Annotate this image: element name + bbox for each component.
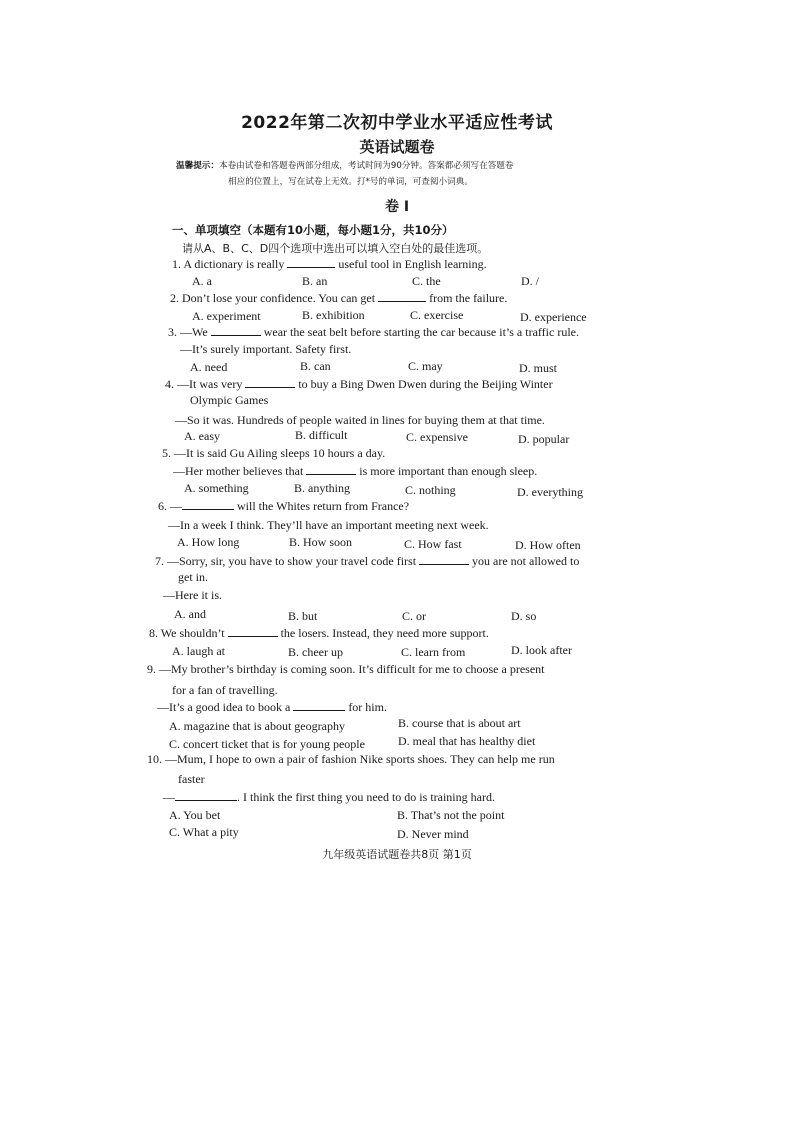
answer-blank bbox=[306, 464, 356, 475]
question-10-stem: 10. —Mum, I hope to own a pair of fashion Nike sports shoes. They can help me run bbox=[147, 752, 555, 766]
question-text: will the Whites return from France? bbox=[237, 499, 410, 513]
question-text: 4. —It was very bbox=[165, 377, 243, 391]
question-3-reply: —It’s surely important. Safety first. bbox=[180, 342, 352, 356]
question-7-stem-cont: get in. bbox=[178, 570, 208, 584]
question-text: 7. —Sorry, sir, you have to show your travel code first bbox=[155, 554, 417, 568]
page-footer: 九年级英语试题卷共8页 第1页 bbox=[322, 848, 472, 861]
question-text: you are not allowed to bbox=[472, 554, 580, 568]
option-c: C. expensive bbox=[406, 430, 468, 444]
option-b: B. an bbox=[302, 274, 328, 288]
option-d: D. everything bbox=[517, 485, 583, 499]
question-9-stem-cont: for a fan of travelling. bbox=[172, 683, 278, 697]
question-text: 3. —We bbox=[168, 325, 208, 339]
question-4-reply: —So it was. Hundreds of people waited in lines for buying them at that time. bbox=[175, 413, 545, 427]
question-1-stem bbox=[172, 257, 487, 272]
option-c: C. the bbox=[412, 274, 441, 288]
section-title: 一、单项填空（本题有10小题，每小题1分，共10分） bbox=[172, 223, 454, 237]
question-5-reply bbox=[173, 464, 537, 479]
option-a: A. How long bbox=[177, 535, 240, 549]
answer-blank bbox=[211, 325, 261, 336]
option-a: A. laugh at bbox=[172, 644, 225, 658]
option-b: B. How soon bbox=[289, 535, 353, 549]
question-9-reply bbox=[157, 700, 387, 715]
option-c: C. exercise bbox=[410, 308, 464, 322]
option-a: A. and bbox=[174, 607, 206, 621]
option-a: A. a bbox=[192, 274, 212, 288]
option-b: B. can bbox=[300, 359, 331, 373]
answer-blank bbox=[287, 257, 335, 268]
notice-label: 温馨提示： bbox=[176, 161, 219, 171]
option-d: D. popular bbox=[518, 432, 570, 446]
question-text: to buy a Bing Dwen Dwen during the Beijing Winter bbox=[298, 377, 553, 391]
answer-blank bbox=[245, 377, 295, 388]
notice bbox=[176, 158, 596, 190]
question-text: 2. Don’t lose your confidence. You can get bbox=[170, 291, 376, 305]
option-b: B. anything bbox=[294, 481, 350, 495]
question-text: —Her mother believes that bbox=[173, 464, 304, 478]
option-a: A. something bbox=[184, 481, 249, 495]
question-text: the losers. Instead, they need more support. bbox=[280, 626, 489, 640]
question-text: . I think the first thing you need to do is training hard. bbox=[237, 790, 495, 804]
question-5-stem: 5. —It is said Gu Ailing sleeps 10 hours a day. bbox=[162, 446, 386, 460]
option-d: D. look after bbox=[511, 643, 572, 657]
option-d: D. must bbox=[519, 361, 558, 375]
exam-title: 2022年第二次初中学业水平适应性考试 bbox=[241, 113, 553, 133]
question-7-stem bbox=[155, 554, 579, 569]
question-text: useful tool in English learning. bbox=[338, 257, 487, 271]
option-c: C. concert ticket that is for young people bbox=[169, 737, 365, 751]
question-text: 1. A dictionary is really bbox=[172, 257, 285, 271]
option-b: B. difficult bbox=[295, 428, 348, 442]
question-6-reply: —In a week I think. They’ll have an important meeting next week. bbox=[168, 518, 489, 532]
notice-line2: 相应的位置上，写在试卷上无效。打*号的单词，可查阅小词典。 bbox=[228, 177, 473, 187]
option-d: D. meal that has healthy diet bbox=[398, 734, 536, 748]
answer-blank bbox=[419, 554, 469, 565]
answer-blank bbox=[293, 700, 345, 711]
option-b: B. That’s not the point bbox=[397, 808, 505, 822]
answer-blank bbox=[182, 499, 234, 510]
option-d: D. How often bbox=[515, 538, 581, 552]
question-text: — bbox=[163, 790, 175, 804]
section-instruction: 请从A、B、C、D四个选项中选出可以填入空白处的最佳选项。 bbox=[182, 242, 489, 255]
exam-subtitle: 英语试题卷 bbox=[359, 138, 435, 156]
option-d: D. so bbox=[511, 609, 537, 623]
question-text: from the failure. bbox=[429, 291, 508, 305]
answer-blank bbox=[378, 291, 426, 302]
option-c: C. How fast bbox=[404, 537, 462, 551]
volume-heading: 卷 Ⅰ bbox=[384, 199, 410, 215]
answer-blank bbox=[175, 790, 237, 801]
question-8-stem bbox=[149, 626, 489, 641]
question-9-stem: 9. —My brother’s birthday is coming soon. It’s difficult for me to choose a present bbox=[147, 662, 545, 676]
option-c: C. may bbox=[408, 359, 443, 373]
question-text: 6. — bbox=[158, 499, 182, 513]
option-a: A. need bbox=[190, 360, 228, 374]
answer-blank bbox=[228, 626, 278, 637]
option-a: A. You bet bbox=[169, 808, 221, 822]
question-2-stem bbox=[170, 291, 507, 306]
option-d: D. / bbox=[521, 274, 539, 288]
option-c: C. nothing bbox=[405, 483, 456, 497]
question-10-stem-cont: faster bbox=[178, 772, 205, 786]
question-text: is more important than enough sleep. bbox=[359, 464, 538, 478]
question-10-reply bbox=[163, 790, 495, 805]
option-d: D. experience bbox=[520, 310, 587, 324]
option-d: D. Never mind bbox=[397, 827, 469, 841]
option-a: A. experiment bbox=[192, 309, 261, 323]
question-3-stem bbox=[168, 325, 579, 340]
question-6-stem bbox=[158, 499, 409, 514]
option-c: C. learn from bbox=[401, 645, 466, 659]
option-b: B. cheer up bbox=[288, 645, 343, 659]
option-b: B. exhibition bbox=[302, 308, 365, 322]
option-a: A. easy bbox=[184, 429, 220, 443]
question-4-stem bbox=[165, 377, 553, 392]
notice-line1: 本卷由试卷和答题卷两部分组成，考试时间为90分钟。答案都必须写在答题卷 bbox=[218, 161, 514, 171]
option-c: C. What a pity bbox=[169, 825, 239, 839]
option-c: C. or bbox=[402, 609, 426, 623]
question-text: —It’s a good idea to book a bbox=[157, 700, 291, 714]
question-7-reply: —Here it is. bbox=[163, 588, 222, 602]
option-b: B. course that is about art bbox=[398, 716, 521, 730]
question-4-stem-cont: Olympic Games bbox=[190, 393, 269, 407]
option-b: B. but bbox=[288, 609, 318, 623]
question-text: for him. bbox=[348, 700, 387, 714]
option-a: A. magazine that is about geography bbox=[169, 719, 345, 733]
question-text: wear the seat belt before starting the car because it’s a traffic rule. bbox=[263, 325, 579, 339]
question-text: 8. We shouldn’t bbox=[149, 626, 225, 640]
